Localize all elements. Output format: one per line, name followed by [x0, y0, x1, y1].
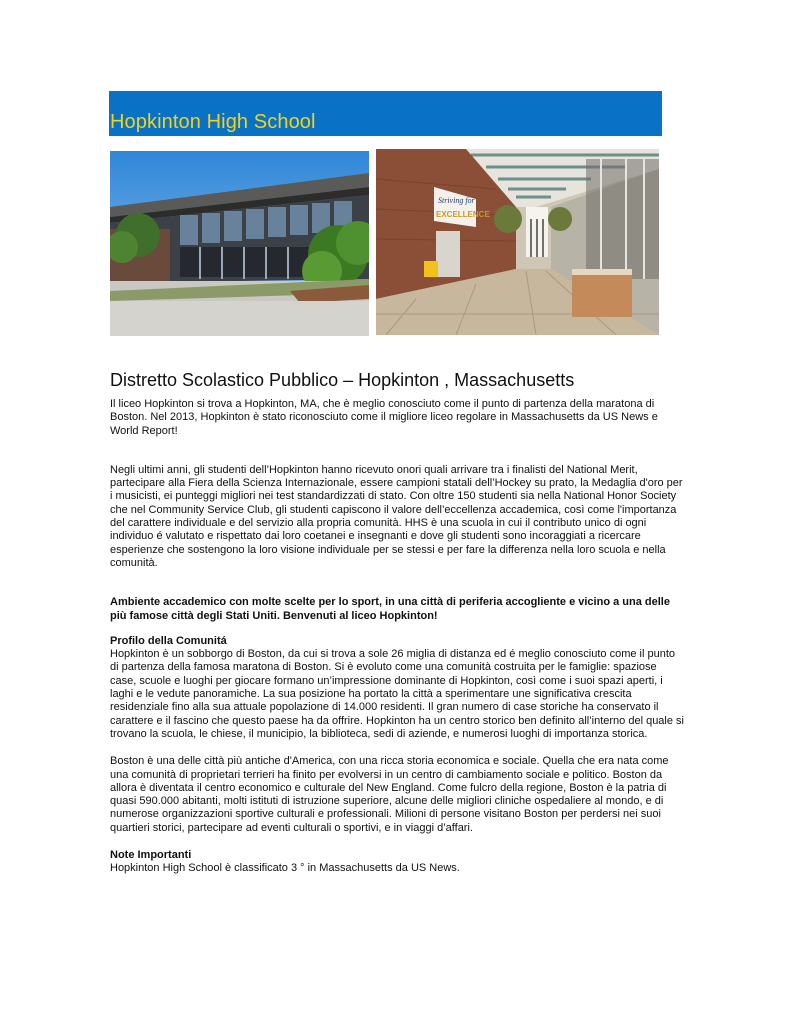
tagline-paragraph: Ambiente accademico con molte scelte per lo sport, in una città di periferia accogliente e vicino a una delle più famose città degli Stati Uniti. Benvenuti al liceo Hopkinton! [110, 596, 670, 622]
intro-paragraph: Il liceo Hopkinton si trova a Hopkinton, MA, che è meglio conosciuto come il punto di partenza della maratona di Boston. Nel 2013, Hopkinton è stato riconosciuto come il migliore liceo regolare in Massachusetts da US News e World Report! [110, 398, 658, 437]
banner-sign-line2: EXCELLENCE [436, 210, 490, 219]
achievements-paragraph: Negli ultimi anni, gli studenti dell’Hopkinton hanno ricevuto onori quali arrivare tra i finalisti del National Merit, partecipare alla Fiera della Scienza Internazionale, essere campioni statali dell’Hockey su prato, la Medaglia d'oro per i musicisti, ei punteggi migliori nei test standardizzati di stato. Con oltre 150 studenti sia nella National Honor Society che nel Community Service Club, gli studenti capiscono il valore dell’eccellenza accademica, così come l'importanza del carattere individuale e del servizio alla propria comunità. HHS è una scuola in cui il contributo unico di ogni individuo é valutato e rispettato dai loro coetanei e insegnanti e dove gli studenti sono incoraggiati a ricercare esperienze che sostengono la loro visione individuale per se stessi e per fare la differenza nella loro scuola e nella comunità. [110, 463, 683, 569]
community-paragraph: Hopkinton è un sobborgo di Boston, da cui si trova a sole 26 miglia di distanza ed é meglio conosciuto come il punto di partenza della famosa maratona di Boston. Si è evoluto come una comunità costruita per le famiglie: spaziose case, scuole e luoghi per giocare formano un’impressione dominante di Hopkinton, così come i suoi spazi aperti, i laghi e le vedute panoramiche. La sua posizione ha portato la città a sperimentare une significativa crescita residenziale fino alla sua attuale popolazione di 14.000 residenti. Il gran numero di case storiche ha conservato il carattere e il fascino che questo paese ha da offrire. Hopkinton ha un centro storico ben definito all’interno del quale si trovano la scuola, le chiese, il municipio, la biblioteca, sedi di aziende, e numerosi luoghi di importanza storica. [110, 648, 684, 740]
notes-paragraph: Hopkinton High School è classificato 3 ° in Massachusetts da US News. [110, 862, 460, 875]
boston-paragraph: Boston è una delle città più antiche d'America, con una ricca storia economica e sociale. Quella che era nata come una comunità di proprietari terrieri ha finito per evolversi in un centro di cambiamento sociale e politico. Boston da allora è diventata il centro economico e culturale del New England. Come fulcro della regione, Boston è la patria di quasi 590.000 abitanti, molti istituti di istruzione superiore, alcune delle migliori cliniche ospedaliere al mondo, e di numerose organizzazioni sportive culturali e professionali. Milioni di persone visitano Boston per perdersi nei suoi quartieri storici, partecipare ad eventi culturali o sportivi, e in viaggi d’affari. [110, 755, 669, 834]
title-banner [109, 91, 662, 136]
school-exterior-photo [110, 151, 369, 336]
main-content [110, 368, 685, 876]
community-heading: Profilo della Comunitá [110, 634, 227, 647]
page-title: Hopkinton High School [110, 111, 316, 133]
notes-heading: Note Importanti [110, 849, 192, 862]
school-hallway-photo [376, 149, 659, 335]
banner-sign-line1: Striving for [438, 196, 475, 205]
section-heading: Distretto Scolastico Pubblico – Hopkinton , Massachusetts [110, 370, 575, 390]
